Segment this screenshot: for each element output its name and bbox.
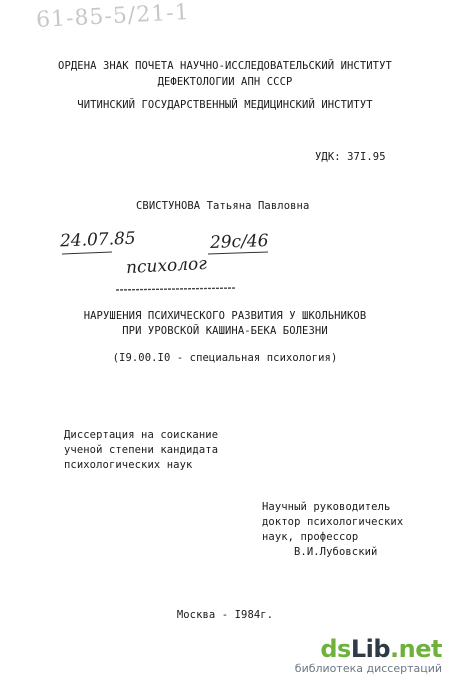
degree-line-2: ученой степени кандидата <box>64 444 219 456</box>
dissertation-title-line-2: ПРИ УРОВСКОЙ КАШИНА-БЕКА БОЛЕЗНИ <box>122 325 328 337</box>
handwritten-number: 29с/46 <box>209 230 269 254</box>
dslib-logo: dsLib.net <box>320 635 442 663</box>
supervisor-line-1: Научный руководитель <box>262 501 391 513</box>
udk-code: УДК: 37I.95 <box>315 151 386 163</box>
institution-line-3: ЧИТИНСКИЙ ГОСУДАРСТВЕННЫЙ МЕДИЦИНСКИЙ ИНСТИТУТ <box>77 99 373 111</box>
dslib-watermark <box>295 637 442 675</box>
archive-stamp: 61-85-5/21-1 <box>35 0 191 34</box>
author-name: СВИСТУНОВА Татьяна Павловна <box>136 200 310 212</box>
institution-line-2: ДЕФЕКТОЛОГИИ АПН СССР <box>157 76 293 88</box>
supervisor-line-2: доктор психологических <box>262 516 404 528</box>
dissertation-title-line-1: НАРУШЕНИЯ ПСИХИЧЕСКОГО РАЗВИТИЯ У ШКОЛЬНИКОВ <box>83 310 367 322</box>
specialty-code: (I9.00.I0 - специальная психология) <box>112 352 338 364</box>
degree-line-3: психологических наук <box>64 459 193 471</box>
handwritten-word: психолог <box>125 253 208 279</box>
handwritten-date: 24.07.85 <box>59 228 137 252</box>
watermark-subtitle: библиотека диссертаций <box>294 662 442 675</box>
supervisor-name: В.И.Лубовский <box>294 546 378 558</box>
degree-line-1: Диссертация на соискание <box>64 429 219 441</box>
city-year: Москва - I984г. <box>176 609 274 621</box>
institution-line-1: ОРДЕНА ЗНАК ПОЧЕТА НАУЧНО-ИССЛЕДОВАТЕЛЬСКИЙ ИНСТИТУТ <box>58 60 392 72</box>
supervisor-line-3: наук, профессор <box>262 531 359 543</box>
